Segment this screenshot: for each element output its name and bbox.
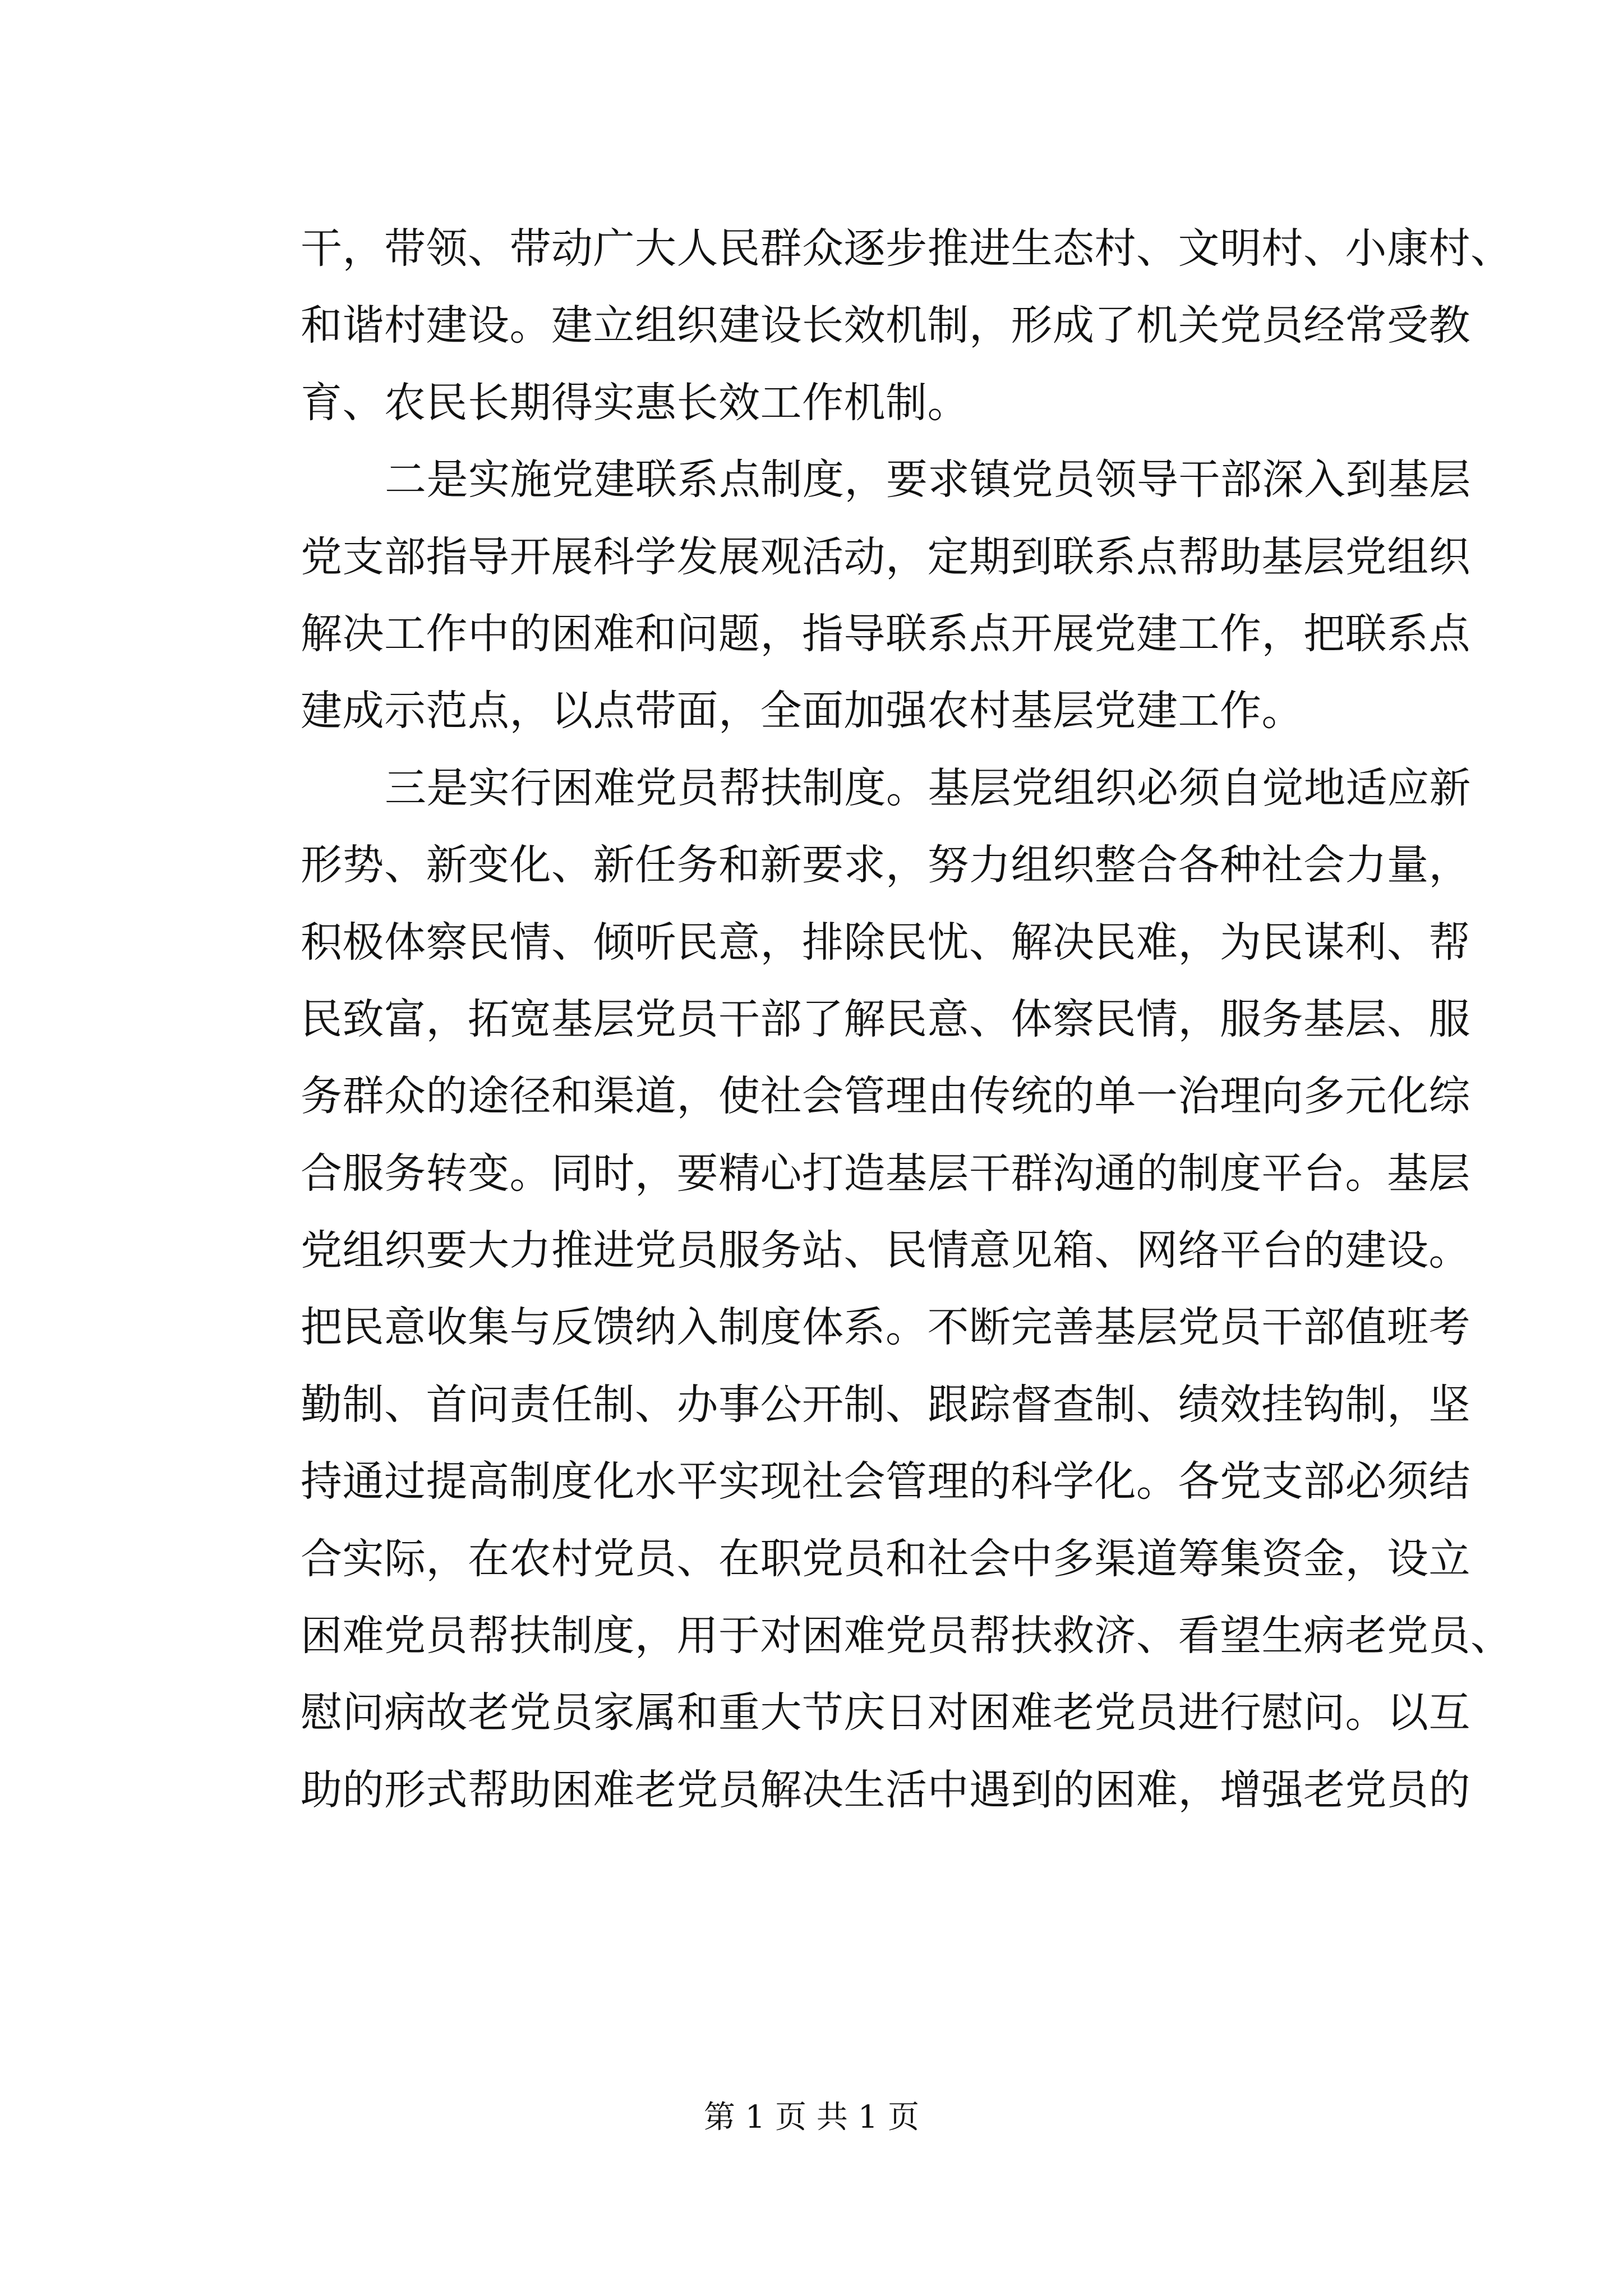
text-line: 困难党员帮扶制度，用于对困难党员帮扶救济、看望生病老党员、 — [301, 1612, 1513, 1660]
text-line: 勤制、首问责任制、办事公开制、跟踪督查制、绩效挂钩制，坚 — [301, 1380, 1470, 1429]
text-line: 育、农民长期得实惠长效工作机制。 — [301, 378, 969, 427]
text-line: 建成示范点，以点带面，全面加强农村基层党建工作。 — [301, 687, 1303, 735]
text-line: 民致富，拓宽基层党员干部了解民意、体察民情，服务基层、服 — [301, 995, 1470, 1043]
text-line: 和谐村建设。建立组织建设长效机制，形成了机关党员经常受教 — [301, 301, 1470, 350]
text-line: 务群众的途径和渠道，使社会管理由传统的单一治理向多元化综 — [301, 1072, 1470, 1121]
text-line: 慰问病故老党员家属和重大节庆日对困难老党员进行慰问。以互 — [301, 1688, 1470, 1737]
text-line: 助的形式帮助困难老党员解决生活中遇到的困难，增强老党员的 — [301, 1765, 1470, 1814]
text-line: 持通过提高制度化水平实现社会管理的科学化。各党支部必须结 — [301, 1457, 1470, 1506]
text-line: 党支部指导开展科学发展观活动，定期到联系点帮助基层党组织 — [301, 532, 1470, 581]
page-number-footer: 第 1 页 共 1 页 — [703, 2099, 920, 2136]
text-line: 党组织要大力推进党员服务站、民情意见箱、网络平台的建设。 — [301, 1226, 1470, 1275]
body-text — [301, 210, 1513, 1829]
paragraph-start-line: 二是实施党建联系点制度，要求镇党员领导干部深入到基层 — [385, 455, 1471, 504]
text-line: 合实际，在农村党员、在职党员和社会中多渠道筹集资金，设立 — [301, 1534, 1470, 1583]
text-line: 干，带领、带动广大人民群众逐步推进生态村、文明村、小康村、 — [301, 224, 1513, 273]
text-line: 把民意收集与反馈纳入制度体系。不断完善基层党员干部值班考 — [301, 1303, 1470, 1352]
text-line: 形势、新变化、新任务和新要求，努力组织整合各种社会力量， — [301, 841, 1470, 890]
paragraph-start-line: 三是实行困难党员帮扶制度。基层党组织必须自觉地适应新 — [385, 763, 1471, 812]
text-line: 解决工作中的困难和问题，指导联系点开展党建工作，把联系点 — [301, 609, 1470, 658]
text-line: 积极体察民情、倾听民意，排除民忧、解决民难，为民谋利、帮 — [301, 918, 1470, 967]
text-line: 合服务转变。同时，要精心打造基层干群沟通的制度平台。基层 — [301, 1149, 1470, 1198]
